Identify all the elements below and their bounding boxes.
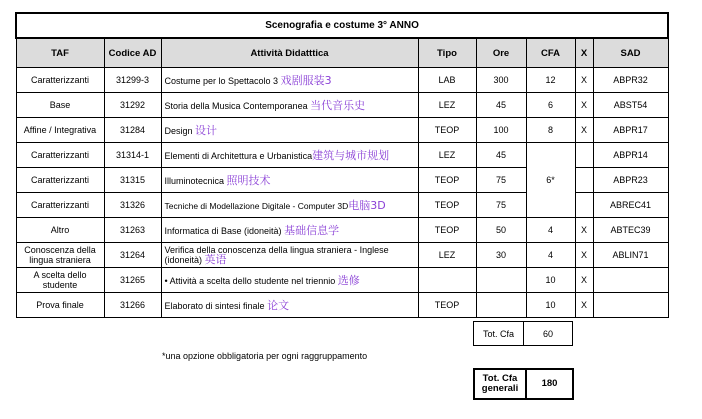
cell-cfa: 4 xyxy=(526,218,575,243)
cell-ore: 30 xyxy=(476,243,526,268)
cell-taf: Conoscenza della lingua straniera xyxy=(16,243,104,268)
cell-sad xyxy=(593,268,668,293)
cell-ore: 300 xyxy=(476,68,526,93)
general-total-table xyxy=(473,368,574,400)
cell-ore: 45 xyxy=(476,93,526,118)
cell-x: X xyxy=(575,68,593,93)
cell-tipo: LEZ xyxy=(418,243,476,268)
header-ore: Ore xyxy=(476,38,526,68)
table-row xyxy=(16,293,668,318)
table-row xyxy=(16,118,668,143)
cell-tipo: LEZ xyxy=(418,143,476,168)
activity-name: • Attività a scelta dello studente nel triennio xyxy=(164,276,336,286)
cell-attivita xyxy=(161,293,418,318)
cell-codice: 31314-1 xyxy=(104,143,161,168)
activity-name: Illuminotecnica xyxy=(164,176,225,186)
header-attivita: Attività Didatttica xyxy=(161,38,418,68)
cell-x: X xyxy=(575,218,593,243)
cell-ore xyxy=(476,268,526,293)
cell-taf: A scelta dello studente xyxy=(16,268,104,293)
cell-ore: 45 xyxy=(476,143,526,168)
cell-sad: ABTEC39 xyxy=(593,218,668,243)
cell-attivita xyxy=(161,268,418,293)
cell-sad: ABLIN71 xyxy=(593,243,668,268)
chinese-annotation: 选修 xyxy=(337,274,360,287)
cell-cfa-group: 6* xyxy=(526,143,575,218)
header-cfa: CFA xyxy=(526,38,575,68)
cell-attivita xyxy=(161,93,418,118)
cell-codice: 31266 xyxy=(104,293,161,318)
cell-taf: Altro xyxy=(16,218,104,243)
cell-sad: ABST54 xyxy=(593,93,668,118)
cell-ore: 100 xyxy=(476,118,526,143)
cell-sad: ABPR17 xyxy=(593,118,668,143)
cell-x xyxy=(575,193,593,218)
activity-name: Elementi di Architettura e Urbanistica xyxy=(164,151,313,161)
cell-attivita xyxy=(161,243,418,268)
header-sad: SAD xyxy=(593,38,668,68)
cell-x xyxy=(575,168,593,193)
cell-codice: 31299-3 xyxy=(104,68,161,93)
total-cfa-label: Tot. Cfa xyxy=(474,322,524,346)
chinese-annotation: 建筑与城市规划 xyxy=(312,149,390,162)
cell-tipo: TEOP xyxy=(418,293,476,318)
cell-tipo: TEOP xyxy=(418,118,476,143)
cell-cfa: 4 xyxy=(526,243,575,268)
cell-x: X xyxy=(575,293,593,318)
chinese-annotation: 基础信息学 xyxy=(284,224,340,237)
activity-name: Informatica di Base (idoneità) xyxy=(164,226,282,236)
cell-cfa: 8 xyxy=(526,118,575,143)
cell-codice: 31292 xyxy=(104,93,161,118)
cell-codice: 31284 xyxy=(104,118,161,143)
cell-codice: 31326 xyxy=(104,193,161,218)
cell-cfa: 10 xyxy=(526,293,575,318)
cell-attivita xyxy=(161,143,418,168)
cell-tipo: TEOP xyxy=(418,218,476,243)
cell-codice: 31315 xyxy=(104,168,161,193)
cell-tipo: LEZ xyxy=(418,93,476,118)
chinese-annotation: 英语 xyxy=(204,253,227,266)
cell-attivita xyxy=(161,218,418,243)
activity-name: Verifica della conoscenza della lingua straniera - Inglese (idoneità) xyxy=(164,245,389,265)
cell-ore: 75 xyxy=(476,168,526,193)
total-cfa-table xyxy=(473,321,573,346)
header-taf: TAF xyxy=(16,38,104,68)
header-tipo: Tipo xyxy=(418,38,476,68)
cell-x xyxy=(575,143,593,168)
cell-attivita xyxy=(161,168,418,193)
general-total-label: Tot. Cfa generali xyxy=(474,369,526,399)
cell-x: X xyxy=(575,243,593,268)
cell-codice: 31265 xyxy=(104,268,161,293)
cell-sad: ABPR32 xyxy=(593,68,668,93)
cell-sad: ABPR23 xyxy=(593,168,668,193)
table-title: Scenografia e costume 3° ANNO xyxy=(16,13,668,38)
activity-name: Design xyxy=(164,126,193,136)
cell-attivita xyxy=(161,193,418,218)
cell-ore: 50 xyxy=(476,218,526,243)
cell-x: X xyxy=(575,268,593,293)
cell-taf: Caratterizzanti xyxy=(16,193,104,218)
cell-tipo: TEOP xyxy=(418,193,476,218)
cell-x: X xyxy=(575,118,593,143)
table-row xyxy=(16,268,668,293)
cell-attivita xyxy=(161,68,418,93)
header-x: X xyxy=(575,38,593,68)
header-row xyxy=(16,38,668,68)
chinese-annotation: 戏剧服装3 xyxy=(280,74,332,87)
table-row xyxy=(16,68,668,93)
cell-taf: Caratterizzanti xyxy=(16,168,104,193)
cell-cfa: 10 xyxy=(526,268,575,293)
table-row xyxy=(16,143,668,168)
total-cfa-value: 60 xyxy=(524,322,573,346)
cell-tipo: LAB xyxy=(418,68,476,93)
cell-tipo xyxy=(418,268,476,293)
chinese-annotation: 电脑3D xyxy=(348,199,386,212)
activity-name: Storia della Musica Contemporanea xyxy=(164,101,308,111)
activity-name: Costume per lo Spettacolo 3 xyxy=(164,76,279,86)
cell-cfa: 12 xyxy=(526,68,575,93)
activity-name: Elaborato di sintesi finale xyxy=(164,301,265,311)
cell-attivita xyxy=(161,118,418,143)
cell-taf: Caratterizzanti xyxy=(16,143,104,168)
table-row xyxy=(16,218,668,243)
chinese-annotation: 当代音乐史 xyxy=(310,99,366,112)
chinese-annotation: 论文 xyxy=(267,299,290,312)
general-total-value: 180 xyxy=(526,369,573,399)
cell-taf: Base xyxy=(16,93,104,118)
cell-sad xyxy=(593,293,668,318)
cell-sad: ABREC41 xyxy=(593,193,668,218)
cell-codice: 31263 xyxy=(104,218,161,243)
cell-codice: 31264 xyxy=(104,243,161,268)
study-plan-table xyxy=(15,12,669,318)
cell-taf: Prova finale xyxy=(16,293,104,318)
chinese-annotation: 设计 xyxy=(195,124,218,137)
cell-taf: Caratterizzanti xyxy=(16,68,104,93)
cell-ore: 75 xyxy=(476,193,526,218)
cell-sad: ABPR14 xyxy=(593,143,668,168)
cell-tipo: TEOP xyxy=(418,168,476,193)
cell-x: X xyxy=(575,93,593,118)
title-row xyxy=(16,13,668,38)
activity-name: Tecniche di Modellazione Digitale - Computer 3D xyxy=(164,201,349,211)
footnote: *una opzione obbligatoria per ogni raggruppamento xyxy=(162,351,368,361)
cell-ore xyxy=(476,293,526,318)
header-codice: Codice AD xyxy=(104,38,161,68)
cell-taf: Affine / Integrativa xyxy=(16,118,104,143)
table-row xyxy=(16,243,668,268)
cell-cfa: 6 xyxy=(526,93,575,118)
table-row xyxy=(16,93,668,118)
chinese-annotation: 照明技术 xyxy=(226,174,271,187)
